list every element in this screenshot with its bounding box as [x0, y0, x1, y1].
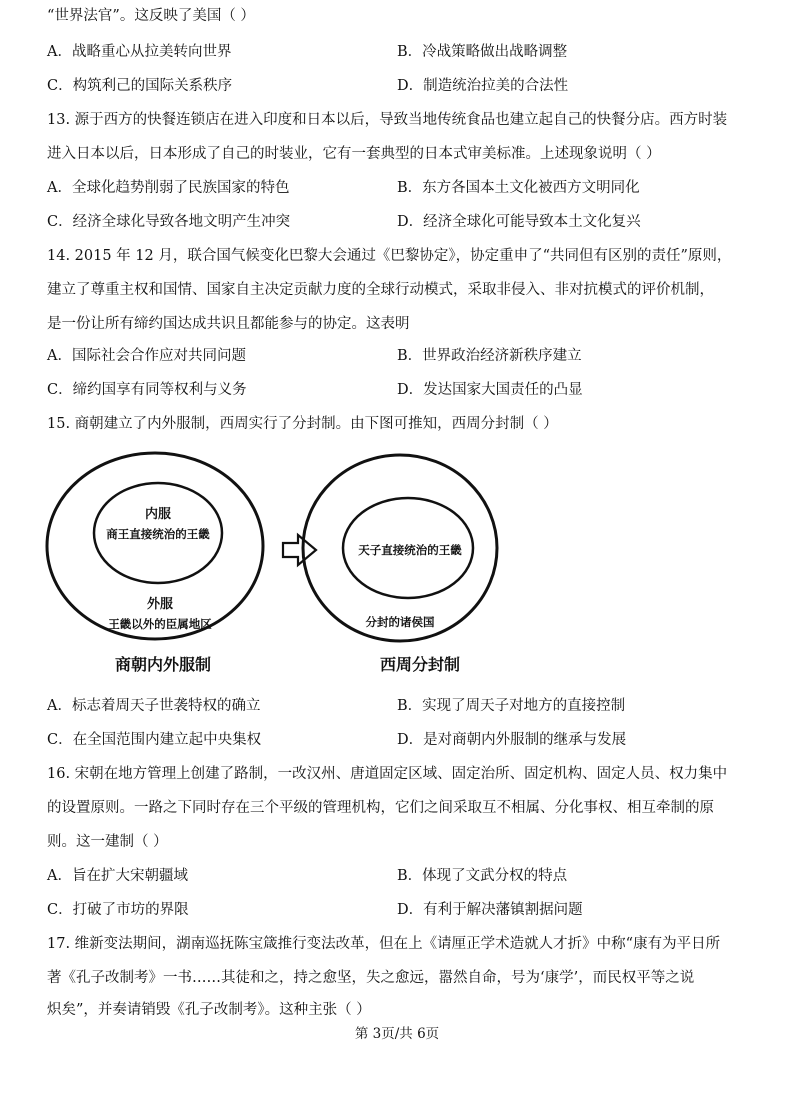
q15-option-d: D．是对商朝内外服制的继承与发展	[397, 732, 627, 748]
q15-option-a: A．标志着周天子世袭特权的确立	[47, 698, 261, 714]
q17-stem-line-2: 著《孔子改制考》一书……其徒和之，持之愈坚，失之愈远，嚣然自命，号为‘康学’，而民权平等之说	[47, 970, 695, 986]
shang-outer-desc: 王畿以外的臣属地区	[108, 617, 212, 631]
q15-option-c: C．在全国范围内建立起中央集权	[47, 732, 262, 748]
q13-stem-line-2: 进入日本以后，日本形成了自己的时装业，它有一套典型的日本式审美标准。上述现象说明（ ）	[47, 146, 661, 162]
q14-stem-line-3: 是一份让所有缔约国达成共识且都能参与的协定。这表明	[47, 316, 410, 332]
q17-stem-line-1: 17. 维新变法期间，湖南巡抚陈宝箴推行变法改革，但在上《请厘正学术造就人才折》中称“康有为平日所	[47, 936, 721, 952]
q14-option-b: B．世界政治经济新秩序建立	[397, 348, 582, 364]
q14-stem-line-2: 建立了尊重主权和国情、国家自主决定贡献力度的全球行动模式，采取非侵入、非对抗模式的评价机制，	[47, 282, 714, 298]
q13-option-b: B．东方各国本土文化被西方文明同化	[397, 180, 640, 196]
zhou-inner-desc: 天子直接统治的王畿	[358, 543, 462, 557]
shang-caption: 商朝内外服制	[114, 655, 212, 674]
q16-option-d: D．有利于解决藩镇割据问题	[397, 902, 583, 918]
q14-option-c: C．缔约国享有同等权利与义务	[47, 382, 247, 398]
q12-option-a: A．战略重心从拉美转向世界	[47, 44, 232, 60]
q14-option-a: A．国际社会合作应对共同问题	[47, 348, 246, 364]
q12-option-c: C．构筑利己的国际关系秩序	[47, 78, 233, 94]
q16-stem-line-1: 16. 宋朝在地方管理上创建了路制，一改汉州、唐道固定区域、固定治所、固定机构、固定人员、权力集中	[47, 766, 728, 782]
q15-stem: 15. 商朝建立了内外服制，西周实行了分封制。由下图可推知，西周分封制（ ）	[47, 416, 558, 432]
q13-stem-line-1: 13. 源于西方的快餐连锁店在进入印度和日本以后，导致当地传统食品也建立起自己的快餐分店。西方时装	[47, 112, 728, 128]
q16-option-a: A．旨在扩大宋朝疆域	[47, 868, 188, 884]
fenfeng-comparison-diagram	[40, 448, 510, 688]
arrow-icon	[283, 535, 316, 565]
zhou-caption: 西周分封制	[379, 655, 461, 674]
q14-option-d: D．发达国家大国责任的凸显	[397, 382, 583, 398]
shang-inner-desc: 商王直接统治的王畿	[106, 527, 210, 541]
q12-stem-tail: “世界法官”。这反映了美国（ ）	[47, 8, 255, 24]
zhou-outer-desc: 分封的诸侯国	[365, 615, 435, 629]
q12-option-d: D．制造统治拉美的合法性	[397, 78, 569, 94]
shang-inner-title: 内服	[144, 507, 172, 522]
q12-option-b: B．冷战策略做出战略调整	[397, 44, 568, 60]
page-number: 第 3页/共 6页	[354, 1026, 440, 1042]
q17-stem-line-3: 炽矣”，并奏请销毁《孔子改制考》。这种主张（ ）	[47, 1002, 371, 1018]
q14-stem-line-1: 14. 2015 年 12 月，联合国气候变化巴黎大会通过《巴黎协定》，协定重申了“共同但有区别的责任”原则，	[47, 248, 732, 264]
q13-option-c: C．经济全球化导致各地文明产生冲突	[47, 214, 291, 230]
q16-option-b: B．体现了文武分权的特点	[397, 868, 568, 884]
q15-option-b: B．实现了周天子对地方的直接控制	[397, 698, 626, 714]
q16-stem-line-2: 的设置原则。一路之下同时存在三个平级的管理机构，它们之间采取互不相属、分化事权、相互牵制的原	[47, 800, 714, 816]
q16-option-c: C．打破了市坊的界限	[47, 902, 189, 918]
q13-option-a: A．全球化趋势削弱了民族国家的特色	[47, 180, 290, 196]
q16-stem-line-3: 则。这一建制（ ）	[47, 834, 168, 850]
q13-option-d: D．经济全球化可能导致本土文化复兴	[397, 214, 641, 230]
shang-outer-title: 外服	[146, 597, 174, 612]
